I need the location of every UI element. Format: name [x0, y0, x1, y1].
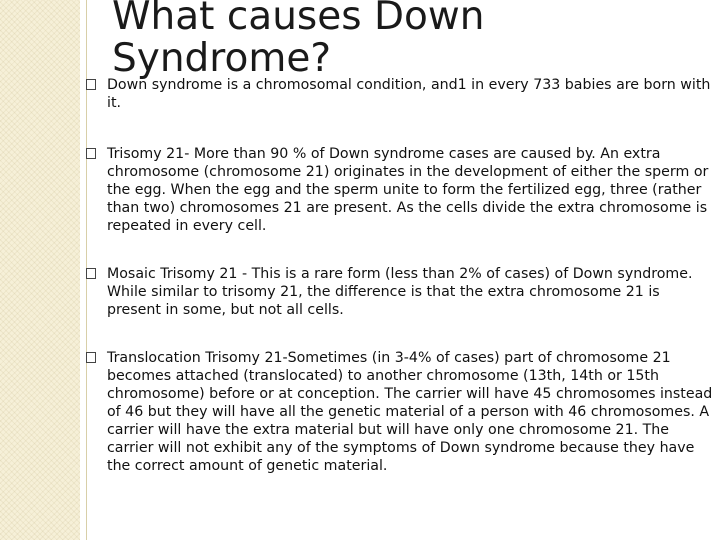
bullet-box-icon: [86, 148, 96, 159]
bullet-box-icon: [86, 79, 96, 90]
bullet-text-4: Translocation Trisomy 21-Sometimes (in 3-4% of cases) part of chromosome 21 becomes attached (translocated) to another chromosome (13th, 14th or 15th chromosome) before or at conception. The carrier will have 45 chromosomes instead of 46 but they will have all the genetic material of a person with 46 chromosomes. A carrier will have the extra material but will have only one chromosome 21. The carrier will not exhibit any of the symptoms of Down syndrome because they have the correct amount of genetic material.: [107, 350, 713, 474]
bullet-text-1: Down syndrome is a chromosomal condition, and1 in every 733 babies are born with it.: [107, 77, 711, 111]
bullet-box-icon: [86, 352, 96, 363]
bullet-box-icon: [86, 268, 96, 279]
slide-title: What causes Down Syndrome?: [112, 0, 485, 81]
bullet-text-3: Mosaic Trisomy 21 - This is a rare form (less than 2% of cases) of Down syndrome. While similar to trisomy 21, the difference is that the extra chromosome 21 is present in some, but not all cells.: [107, 266, 693, 318]
bullet-text-2: Trisomy 21- More than 90 % of Down syndrome cases are caused by. An extra chromosome (chromosome 21) originates in the development of either the sperm or the egg. When the egg and the sperm unite to form the fertilized egg, three (rather than two) chromosomes 21 are present. As the cells divide the extra chromosome is repeated in every cell.: [107, 146, 709, 234]
